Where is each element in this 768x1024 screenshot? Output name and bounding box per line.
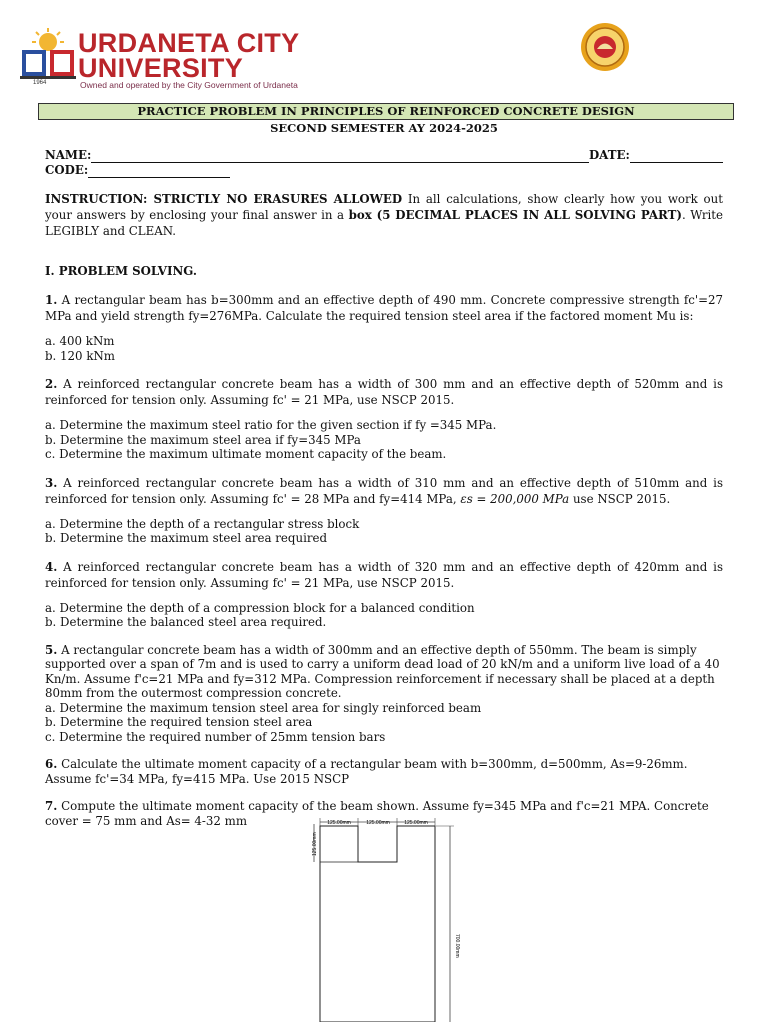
- name-field[interactable]: [91, 150, 589, 163]
- list-item: a. Determine the depth of a compression block for a balanced condition: [45, 600, 475, 615]
- founding-year: 1964: [33, 80, 47, 86]
- problem-2-items: [45, 418, 723, 462]
- section-title: I. PROBLEM SOLVING.: [45, 264, 198, 278]
- list-item: b. Determine the maximum steel area if fy=345 MPa: [45, 432, 361, 447]
- problem-4: [45, 559, 723, 591]
- problem-number: 5.: [45, 642, 58, 657]
- problem-3-items: [45, 517, 723, 546]
- beam-outline: [320, 826, 435, 1022]
- modulus-equation: εs = 200,000 MPa: [460, 491, 570, 506]
- beam-section-diagram: [308, 816, 468, 1022]
- problem-6: [45, 757, 723, 786]
- problem-text: Calculate the ultimate moment capacity of a rectangular beam with b=300mm, d=500mm, As=9-26mm. Assume fc'=34 MPa, fy=415 MPa. Use 2015 NSCP: [45, 757, 688, 786]
- problem-number: 2.: [45, 377, 58, 391]
- university-name: [78, 28, 300, 83]
- list-item: a. Determine the depth of a rectangular stress block: [45, 516, 360, 531]
- name-label: NAME:: [45, 148, 92, 162]
- date-field[interactable]: [630, 150, 723, 163]
- university-name-line2: UNIVERSITY: [78, 53, 244, 83]
- problem-number: 6.: [45, 757, 58, 771]
- list-item: a. Determine the maximum steel ratio for the given section if fy =345 MPa.: [45, 418, 497, 432]
- problem-text: A rectangular concrete beam has a width of 300mm and an effective depth of 550mm. The beam is simply supported over a span of 7m and is used to carry a uniform dead load of 20 kN/m and a uniform live load of a 40 Kn/m. Assume f'c=21 MPa and fy=312 MPa. Compression reinforcement if necessary shall be placed at a depth 80mm from the outermost compression concrete.: [45, 642, 720, 700]
- problem-1: [45, 292, 723, 324]
- code-label: CODE:: [45, 163, 89, 177]
- list-item: a. Determine the maximum tension steel area for singly reinforced beam: [45, 700, 482, 715]
- instruction-text-2: . Write LEGIBLY and CLEAN.: [45, 208, 723, 238]
- problem-text: A reinforced rectangular concrete beam has a width of 320 mm and an effective depth of 420mm and is reinforced for tension only. Assuming fc' = 21 MPa, use NSCP 2015.: [45, 559, 723, 590]
- list-item: b. Determine the balanced steel area required.: [45, 615, 327, 629]
- problem-text: A rectangular beam has b=300mm and an effective depth of 490 mm. Concrete compressive strength fc'=27 MPa and yield strength fy=276MPa. Calculate the required tension steel area if the factored moment Mu is:: [45, 293, 723, 323]
- dim-top-2: 125.00mm: [366, 820, 390, 826]
- content: [45, 148, 723, 828]
- problem-3: [45, 475, 723, 507]
- problem-text: Compute the ultimate moment capacity of the beam shown. Assume fy=345 MPa and f'c=21 MPA. Concrete cover = 75 mm and As= 4-32 mm: [45, 799, 709, 828]
- list-item: b. 120 kNm: [45, 348, 115, 363]
- dim-right: 700.00mm: [454, 934, 460, 958]
- problem-1-items: [45, 334, 723, 363]
- list-item: c. Determine the required number of 25mm tension bars: [45, 729, 386, 744]
- list-item: b. Determine the maximum steel area required: [45, 531, 328, 545]
- header: [0, 0, 768, 100]
- instruction-heading: INSTRUCTION: STRICTLY NO ERASURES ALLOWED: [45, 192, 403, 206]
- dim-left: 125.00mm: [312, 832, 318, 856]
- name-date-row: [45, 148, 723, 163]
- problem-5-items: [45, 701, 723, 745]
- date-label: DATE:: [588, 148, 630, 162]
- document-title: PRACTICE PROBLEM IN PRINCIPLES OF REINFORCED CONCRETE DESIGN: [38, 103, 734, 120]
- problem-number: 3.: [45, 475, 58, 490]
- university-name-line1: URDANETA CITY: [78, 28, 300, 58]
- problem-text-end: use NSCP 2015.: [569, 491, 671, 506]
- problem-number: 1.: [45, 293, 58, 307]
- problem-4-items: [45, 601, 723, 630]
- list-item: c. Determine the maximum ultimate moment capacity of the beam.: [45, 447, 447, 461]
- dim-top-1: 125.00mm: [327, 820, 351, 826]
- problem-number: 4.: [45, 559, 58, 574]
- problem-text: A reinforced rectangular concrete beam has a width of 310 mm and an effective depth of 510mm and is reinforced for tension only. Assuming fc' = 28 MPa and fy=414 MPa,: [45, 475, 723, 506]
- city-seal-icon: [580, 22, 630, 72]
- code-field[interactable]: [88, 165, 230, 178]
- problem-5: [45, 643, 723, 701]
- document-subtitle: SECOND SEMESTER AY 2024-2025: [270, 121, 498, 135]
- dim-top-3: 125.00mm: [404, 820, 428, 826]
- problem-number: 7.: [45, 799, 58, 813]
- university-logo-icon: [20, 28, 76, 88]
- list-item: b. Determine the required tension steel area: [45, 715, 313, 729]
- owned-by-text: Owned and operated by the City Government of Urdaneta: [80, 80, 298, 90]
- instruction-decimal-note: (5 DECIMAL PLACES IN ALL SOLVING PART): [371, 208, 682, 222]
- instruction: [45, 191, 723, 239]
- instruction-box: box: [348, 208, 372, 222]
- problem-2: [45, 376, 723, 408]
- problem-text: A reinforced rectangular concrete beam has a width of 300 mm and an effective depth of 520mm and is reinforced for tension only. Assuming fc' = 21 MPa, use NSCP 2015.: [45, 377, 723, 407]
- code-row: [45, 163, 723, 178]
- list-item: a. 400 kNm: [45, 334, 115, 348]
- instruction-text-1: In all calculations, show clearly how you work out your answers by enclosing your final answer in a: [45, 192, 723, 222]
